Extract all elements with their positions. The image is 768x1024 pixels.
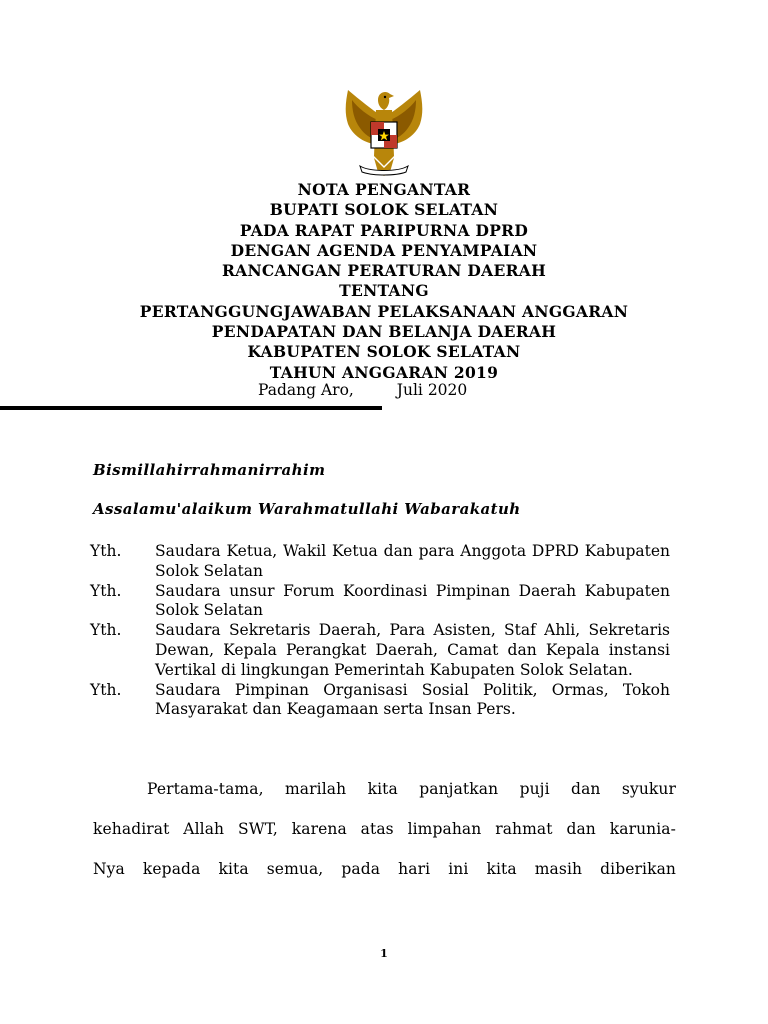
recipient-item [90,542,670,582]
recipient-list [90,542,670,720]
date: Juli 2020 [396,381,468,399]
body-line: kehadirat Allah SWT, karena atas limpahan rahmat dan karunia- [93,820,676,838]
recipient-text: Saudara Sekretaris Daerah, Para Asisten, Staf Ahli, Sekretaris Dewan, Kepala Perangkat Daerah, Camat dan Kepala instansi Vertikal di lingkungan Pemerintah Kabupaten Solok Selatan. [155,621,670,679]
title-line: PENDAPATAN DAN BELANJA DAERAH [211,322,557,342]
recipient-label: Yth. [90,680,122,699]
recipient-label: Yth. [90,621,122,640]
title-line: PADA RAPAT PARIPURNA DPRD [239,220,529,240]
recipient-text: Saudara Pimpinan Organisasi Sosial Politik, Ormas, Tokoh Masyarakat dan Keagamaan serta Insan Pers. [155,680,670,719]
title-line: TAHUN ANGGARAN 2019 [269,362,499,382]
recipient-item [90,681,670,721]
title-line: NOTA PENGANTAR [297,180,471,199]
horizontal-rule [0,406,382,410]
recipient-label: Yth. [90,542,122,560]
body-line: Pertama-tama, marilah kita panjatkan puji dan syukur [147,780,676,798]
recipient-item [90,621,670,680]
recipient-label: Yth. [90,581,122,600]
recipient-text: Saudara Ketua, Wakil Ketua dan para Anggota DPRD Kabupaten Solok Selatan [155,542,670,580]
title-line: BUPATI SOLOK SELATAN [269,200,499,220]
place: Padang Aro, [258,381,354,399]
title-line: RANCANGAN PERATURAN DAERAH [221,261,547,281]
title-line: DENGAN AGENDA PENYAMPAIAN [230,240,538,260]
recipient-item [90,582,670,622]
recipient-text: Saudara unsur Forum Koordinasi Pimpinan Daerah Kabupaten Solok Selatan [155,581,670,620]
body-line: Nya kepada kita semua, pada hari ini kita masih diberikan [93,860,676,878]
place-date-line [258,380,467,400]
page-number: 1 [380,947,388,960]
greeting-basmalah: Bismillahirrahmanirrahim [93,461,326,479]
title-line: TENTANG [339,281,429,301]
title-line: KABUPATEN SOLOK SELATAN [247,342,521,362]
title-line: PERTANGGUNGJAWABAN PELAKSANAAN ANGGARAN [139,301,629,321]
document-title [0,180,768,383]
greeting-salam: Assalamu'alaikum Warahmatullahi Wabarakatuh [93,500,521,518]
garuda-pancasila-emblem-icon [334,86,434,178]
